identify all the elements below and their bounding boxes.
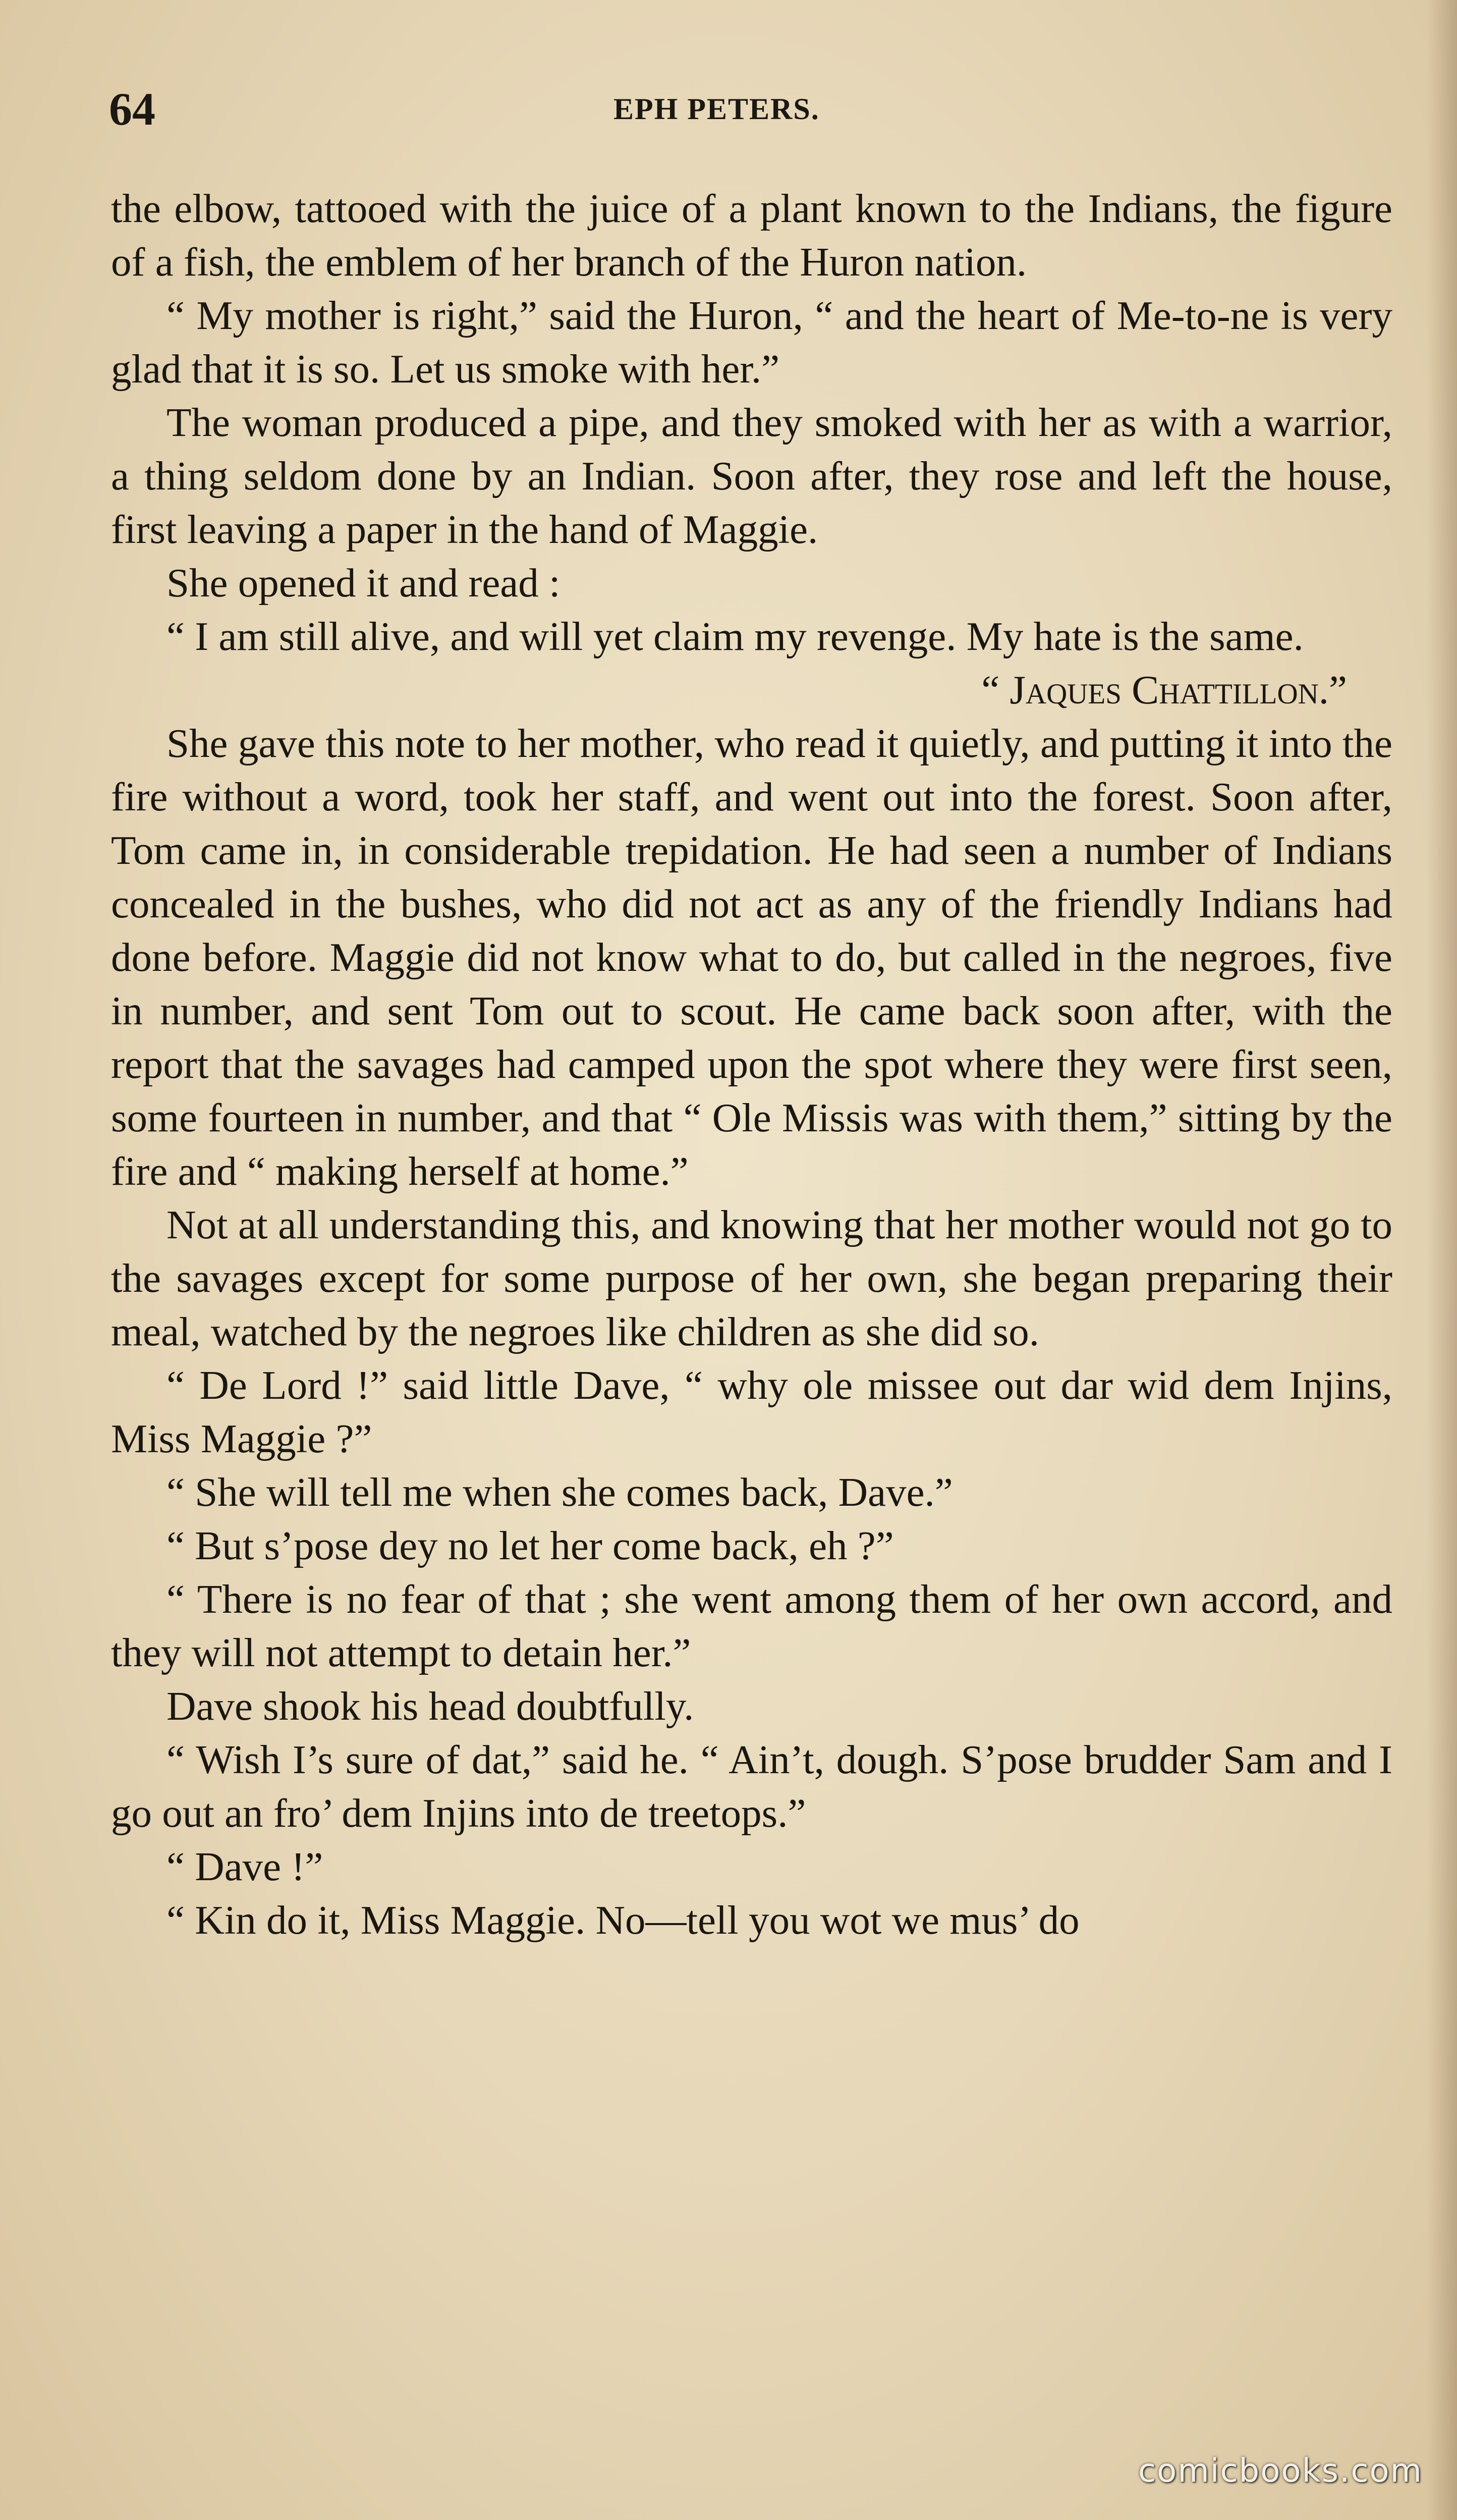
paragraph: “ Wish I’s sure of dat,” said he. “ Ain’t, dough. S’pose brudder Sam and I go out an fro’ dem Injins into de treetops.”	[111, 1737, 1392, 1836]
letter-text: “ I am still alive, and will yet claim my revenge. My hate is the same.	[166, 614, 1304, 659]
running-title: EPH PETERS.	[613, 92, 820, 126]
paragraph: She gave this note to her mother, who read it quietly, and putting it into the fire without a word, took her staff, and went out into the forest. Soon after, Tom came in, in considerable trepidation. He had seen a number of Indians concealed in the bushes, who did not act as any of the friendly Indians had done before. Maggie did not know what to do, but called in the negroes, five in number, and sent Tom out to scout. He came back soon after, with the report that the savages had camped upon the spot where they were first seen, some fourteen in number, and that “ Ole Missis was with them,” sitting by the fire and “ making herself at home.”	[111, 721, 1392, 1194]
paragraph: “ There is no fear of that ; she went among them of her own accord, and they will not attempt to detain her.”	[111, 1576, 1392, 1675]
paragraph: “ My mother is right,” said the Huron, “ and the heart of Me-to-ne is very glad that it is so. Let us smoke with her.”	[111, 293, 1392, 392]
paragraph: Not at all understanding this, and knowing that her mother would not go to the savages except for some purpose of her own, she began preparing their meal, watched by the negroes like children as she did so.	[111, 1202, 1392, 1354]
paragraph: “ De Lord !” said little Dave, “ why ole missee out dar wid dem Injins, Miss Maggie ?”	[111, 1362, 1392, 1461]
paragraph: She opened it and read :	[166, 560, 561, 606]
body-text	[111, 182, 1392, 1947]
paragraph: “ She will tell me when she comes back, Dave.”	[166, 1469, 953, 1515]
paragraph: “ But s’pose dey no let her come back, eh ?”	[166, 1523, 894, 1568]
letter-signature: “ Jaques Chattillon.”	[981, 667, 1347, 713]
watermark: comicbooks.com	[1138, 2452, 1423, 2490]
paragraph: “ Kin do it, Miss Maggie. No—tell you wot we mus’ do	[166, 1897, 1080, 1943]
page-number: 64	[109, 83, 155, 135]
page-edge-shadow	[1427, 0, 1457, 2520]
paragraph: “ Dave !”	[166, 1844, 323, 1889]
paragraph: The woman produced a pipe, and they smoked with her as with a warrior, a thing seldom done by an Indian. Soon after, they rose and left the house, first leaving a paper in the hand of Maggie.	[111, 400, 1392, 552]
paragraph: Dave shook his head doubtfully.	[166, 1683, 694, 1729]
paragraph: the elbow, tattooed with the juice of a plant known to the Indians, the figure of a fish, the emblem of her branch of the Huron nation.	[111, 186, 1392, 285]
page-header	[109, 79, 1390, 139]
